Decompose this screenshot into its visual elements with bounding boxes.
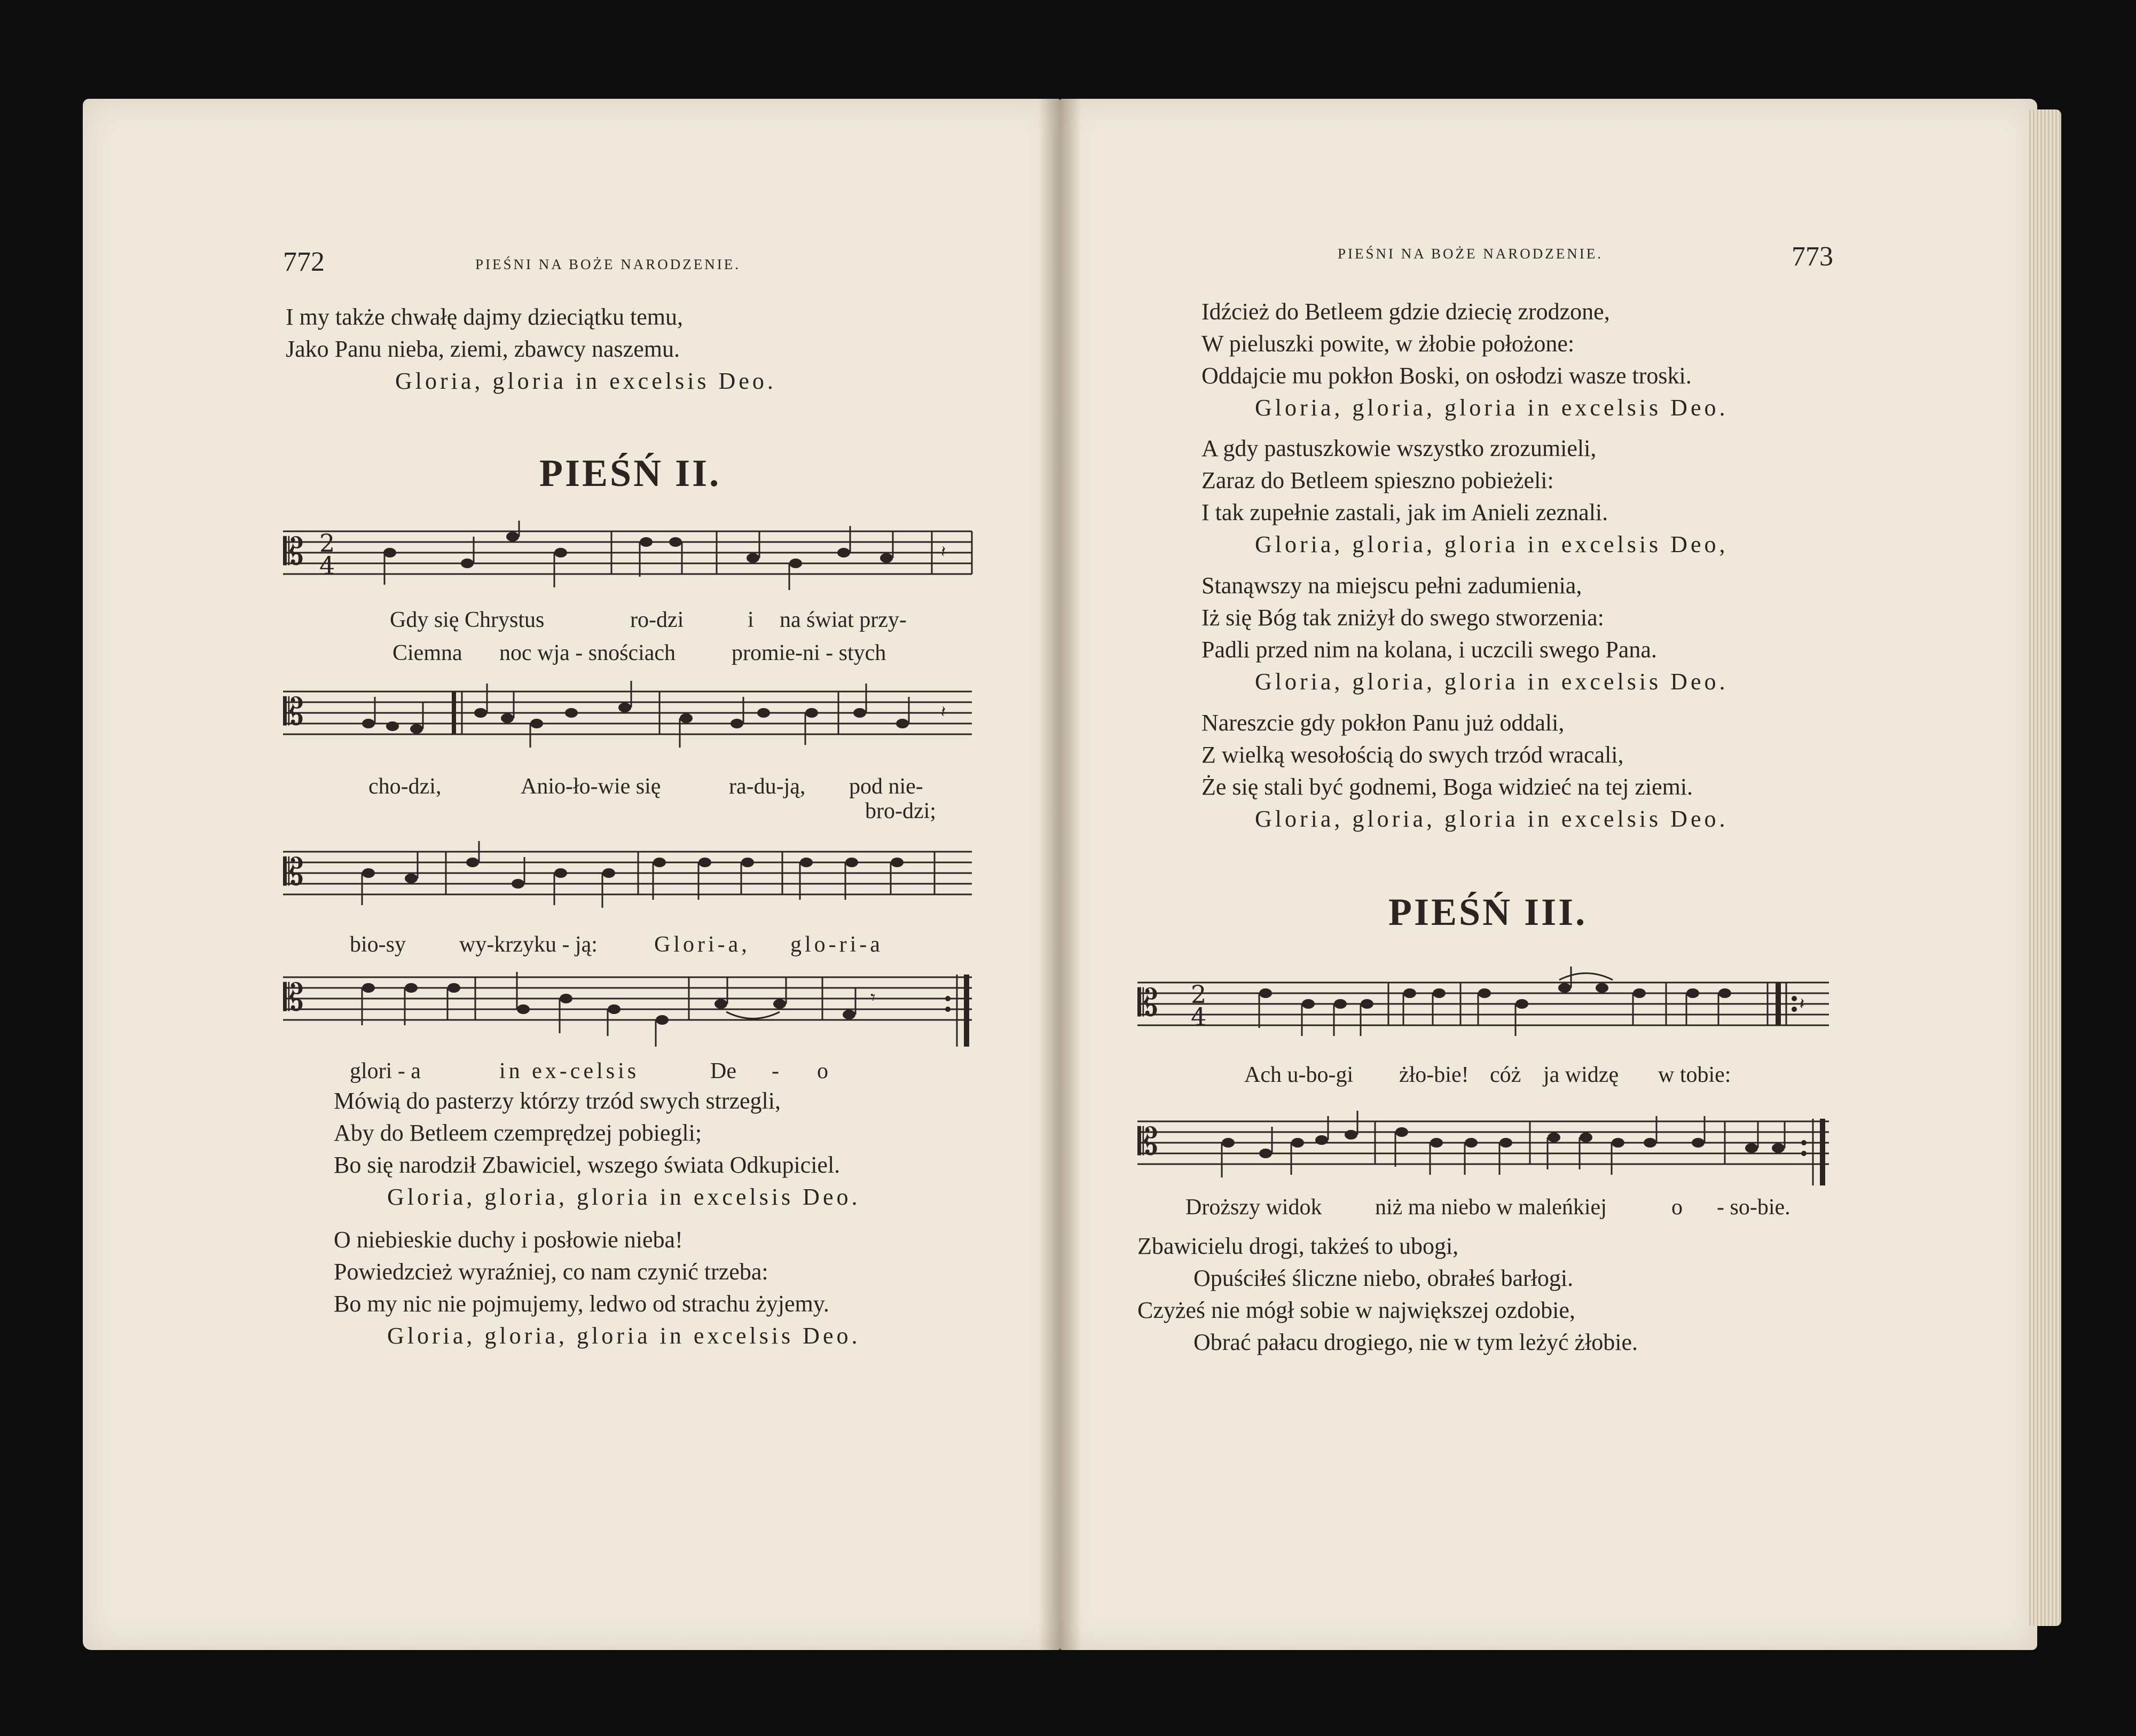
stanza-line: W pieluszki powite, w żłobie położone: [1202, 331, 1575, 357]
stanza-line: Zbawicielu drogi, takżeś to ubogi, [1137, 1233, 1459, 1259]
stanza-line: Obrać pałacu drogiego, nie w tym leżyć żłobie. [1193, 1329, 1638, 1355]
lyric-line: glo-ri-a [790, 932, 883, 957]
lyric-line: ra-du-ją, [729, 774, 806, 799]
intro-line-2: Jako Panu nieba, ziemi, zbawcy naszemu. [286, 336, 680, 362]
running-head-right: PIEŚNI NA BOŻE NARODZENIE. [1338, 246, 1603, 262]
song-title-left: PIEŚŃ II. [539, 452, 721, 494]
svg-text:4: 4 [1191, 1002, 1207, 1031]
stanza-line: Idźcież do Betleem gdzie dziecię zrodzone, [1202, 299, 1610, 325]
svg-text:𝄡: 𝄡 [283, 530, 304, 574]
music-staff [283, 841, 977, 916]
stanza-line: Czyżeś nie mógł sobie w największej ozdobie, [1137, 1297, 1575, 1323]
stanza-line: Bo my nic nie pojmujemy, ledwo od strachu żyjemy. [334, 1291, 829, 1317]
stanza-refrain: Gloria, gloria, gloria in excelsis Deo. [387, 1184, 861, 1210]
lyric-line: bio-sy [350, 932, 406, 957]
stanza-refrain: Gloria, gloria, gloria in excelsis Deo. [387, 1323, 861, 1349]
lyric-line: glori - a [350, 1059, 421, 1083]
lyric-line: - so-bie. [1717, 1195, 1791, 1220]
music-staff [1137, 967, 1832, 1047]
lyric-line: promie-ni - stych [732, 641, 886, 665]
stanza-line: Aby do Betleem czemprędzej pobiegli; [334, 1120, 702, 1146]
svg-text:𝄡: 𝄡 [1137, 1120, 1159, 1164]
lyric-line: Droższy widok [1185, 1195, 1322, 1220]
svg-text:2: 2 [319, 529, 335, 557]
stanza-line: O niebieskie duchy i posłowie nieba! [334, 1227, 683, 1253]
song-title-right: PIEŚŃ III. [1388, 891, 1588, 933]
lyric-line: noc wja - snościach [499, 641, 676, 665]
stanza-line: Stanąwszy na miejscu pełni zadumienia, [1202, 572, 1582, 599]
svg-text:𝄾: 𝄾 [870, 987, 876, 1008]
lyric-line: Anio-ło-wie się [521, 774, 661, 799]
stanza-line: Zaraz do Betleem spieszno pobieżeli: [1202, 467, 1554, 493]
lyric-line: Ach u-bo-gi [1244, 1063, 1354, 1087]
stanza-line: Że się stali być godnemi, Boga widzieć na tej ziemi. [1202, 774, 1693, 800]
stanza-refrain: Gloria, gloria, gloria in excelsis Deo. [1255, 806, 1729, 832]
lyric-line: niż ma niebo w maleńkiej [1375, 1195, 1607, 1220]
lyric-line: bro-dzi; [865, 799, 936, 823]
stanza-refrain: Gloria, gloria, gloria in excelsis Deo, [1255, 531, 1729, 557]
stanza-refrain: Gloria, gloria, gloria in excelsis Deo. [1255, 669, 1729, 695]
lyric-line: cóż [1490, 1063, 1521, 1087]
music-staff [1137, 1105, 1832, 1191]
svg-text:𝄡: 𝄡 [283, 976, 304, 1019]
stanza-line: Oddajcie mu pokłon Boski, on osłodzi wasze troski. [1202, 363, 1692, 389]
music-staff [283, 681, 977, 756]
lyric-line: pod nie- [849, 774, 923, 799]
svg-text:𝄽: 𝄽 [1800, 995, 1805, 1013]
stanza-line: Z wielką wesołością do swych trzód wracali, [1202, 742, 1624, 768]
lyric-line: in ex-celsis [499, 1059, 640, 1083]
page-number-right: 773 [1792, 241, 1833, 272]
stanza-line: Nareszcie gdy pokłon Panu już oddali, [1202, 710, 1565, 736]
lyric-line: Gdy się Chrystus [390, 608, 545, 632]
lyric-line: i [748, 608, 754, 632]
svg-text:𝄡: 𝄡 [283, 850, 304, 894]
lyric-line: ro-dzi [630, 608, 684, 632]
svg-text:4: 4 [319, 551, 335, 580]
intro-line-1: I my także chwałę dajmy dzieciątku temu, [286, 304, 684, 330]
lyric-line: wy-krzyku - ją: [459, 932, 598, 957]
stanza-line: Iż się Bóg tak zniżył do swego stworzenia: [1202, 604, 1604, 631]
page-edges [2029, 109, 2061, 1626]
stanza-line: Padli przed nim na kolana, i uczcili swego Pana. [1202, 637, 1657, 663]
music-staff [283, 521, 977, 595]
lyric-line: w tobie: [1658, 1063, 1731, 1087]
lyric-line: cho-dzi, [368, 774, 442, 799]
svg-text:𝄽: 𝄽 [941, 543, 946, 561]
stanza-line: Opuściłeś śliczne niebo, obrałeś barłogi. [1193, 1265, 1574, 1291]
lyric-line: Ciemna [392, 641, 462, 665]
svg-text:𝄡: 𝄡 [283, 690, 304, 734]
lyric-line: Glori-a, [654, 932, 750, 957]
lyric-line: żło-bie! [1399, 1063, 1469, 1087]
stanza-line: Powiedzcież wyraźniej, co nam czynić trzeba: [334, 1259, 768, 1285]
svg-text:𝄽: 𝄽 [941, 703, 946, 721]
music-staff [283, 967, 977, 1052]
lyric-line: ja widzę [1543, 1063, 1619, 1087]
stanza-line: Mówią do pasterzy którzy trzód swych strzegli, [334, 1088, 781, 1114]
stanza-line: Bo się narodził Zbawiciel, wszego świata Odkupiciel. [334, 1152, 841, 1178]
intro-refrain: Gloria, gloria in excelsis Deo. [395, 368, 776, 394]
stanza-line: A gdy pastuszkowie wszystko zrozumieli, [1202, 435, 1597, 461]
lyric-line: na świat przy- [780, 608, 907, 632]
stanza-line: I tak zupełnie zastali, jak im Anieli zeznali. [1202, 499, 1608, 525]
lyric-line: - [772, 1059, 779, 1083]
svg-text:𝄡: 𝄡 [1137, 981, 1159, 1025]
lyric-line: o [1671, 1195, 1683, 1220]
stanza-refrain: Gloria, gloria, gloria in excelsis Deo. [1255, 395, 1729, 421]
running-head-left: PIEŚNI NA BOŻE NARODZENIE. [475, 256, 741, 272]
page-number-left: 772 [283, 247, 325, 277]
lyric-line: o [817, 1059, 828, 1083]
lyric-line: De [710, 1059, 736, 1083]
svg-text:2: 2 [1191, 980, 1207, 1009]
book-gutter [1039, 99, 1081, 1650]
